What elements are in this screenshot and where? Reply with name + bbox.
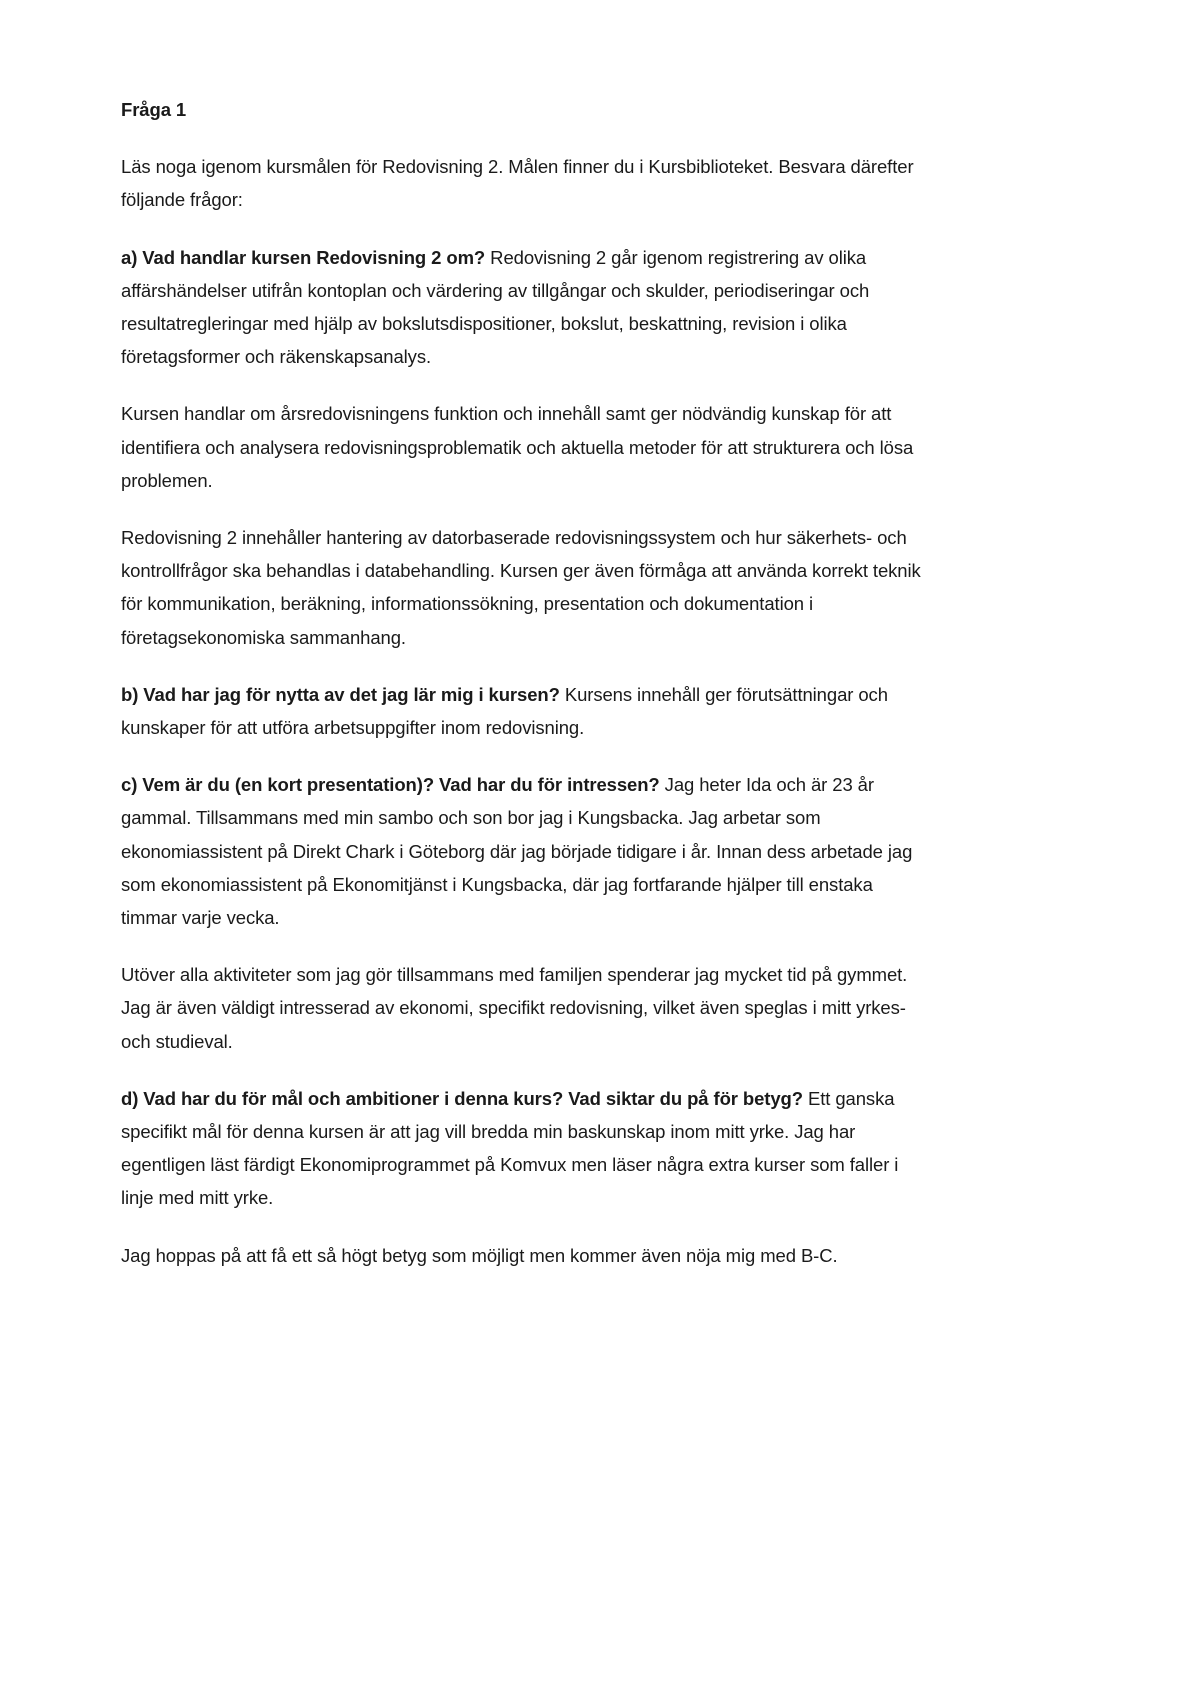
answer-c-paragraph (121, 768, 921, 934)
answer-a-text: Redovisning 2 går igenom registrering av olika affärshändelser utifrån kontoplan och värdering av tillgångar och skulder, periodiseringar och resultatregleringar med hjälp av bokslutsdispositioner, bokslut, beskattning, revision i olika företagsformer och räkenskapsanalys. (121, 246, 870, 368)
intro-paragraph: Läs noga igenom kursmålen för Redovisning 2. Målen finner du i Kursbiblioteket. Besvara därefter följande frågor: (121, 156, 914, 211)
answer-a-paragraph (121, 241, 921, 374)
document-body (121, 93, 921, 1296)
answer-d-text: Ett ganska specifikt mål för denna kursen är att jag vill bredda min baskunskap inom mitt yrke. Jag har egentligen läst färdigt Ekonomiprogrammet på Komvux men läser några extra kurser som faller i linje med mitt yrke. (121, 1087, 899, 1209)
answer-d-paragraph-2: Jag hoppas på att få ett så högt betyg som möjligt men kommer även nöja mig med B-C. (121, 1244, 838, 1266)
question-c: c) Vem är du (en kort presentation)? Vad har du för intressen? (121, 774, 660, 796)
question-b: b) Vad har jag för nytta av det jag lär mig i kursen? (121, 683, 560, 705)
document-heading: Fråga 1 (121, 99, 187, 120)
answer-a-paragraph-2: Kursen handlar om årsredovisningens funktion och innehåll samt ger nödvändig kunskap för att identifiera och analysera redovisningsproblematik och aktuella metoder för att strukturera och lösa problemen. (121, 403, 914, 491)
question-a: a) Vad handlar kursen Redovisning 2 om? (121, 246, 486, 268)
answer-a-paragraph-3: Redovisning 2 innehåller hantering av datorbaserade redovisningssystem och hur säkerhets- och kontrollfrågor ska behandlas i databehandling. Kursen ger även förmåga att använda korrekt teknik för kommunikation, beräkning, informationssökning, presentation och dokumentation i företagsekonomiska sammanhang. (121, 527, 921, 648)
question-d: d) Vad har du för mål och ambitioner i denna kurs? Vad siktar du på för betyg? (121, 1087, 803, 1109)
answer-d-paragraph (121, 1082, 921, 1215)
answer-b-text: Kursens innehåll ger förutsättningar och kunskaper för att utföra arbetsuppgifter inom redovisning. (121, 683, 888, 739)
answer-c-paragraph-2: Utöver alla aktiviteter som jag gör tillsammans med familjen spenderar jag mycket tid på gymmet. Jag är även väldigt intresserad av ekonomi, specifikt redovisning, vilket även speglas i mitt yrkes- och studieval. (121, 964, 908, 1052)
answer-c-text: Jag heter Ida och är 23 år gammal. Tillsammans med min sambo och son bor jag i Kungsbacka. Jag arbetar som ekonomiassistent på Direkt Chark i Göteborg där jag började tidigare i år. Innan dess arbetade jag som ekonomiassistent på Ekonomitjänst i Kungsbacka, där jag fortfarande hjälper till enstaka timmar varje vecka. (121, 774, 913, 929)
answer-b-paragraph (121, 678, 921, 744)
